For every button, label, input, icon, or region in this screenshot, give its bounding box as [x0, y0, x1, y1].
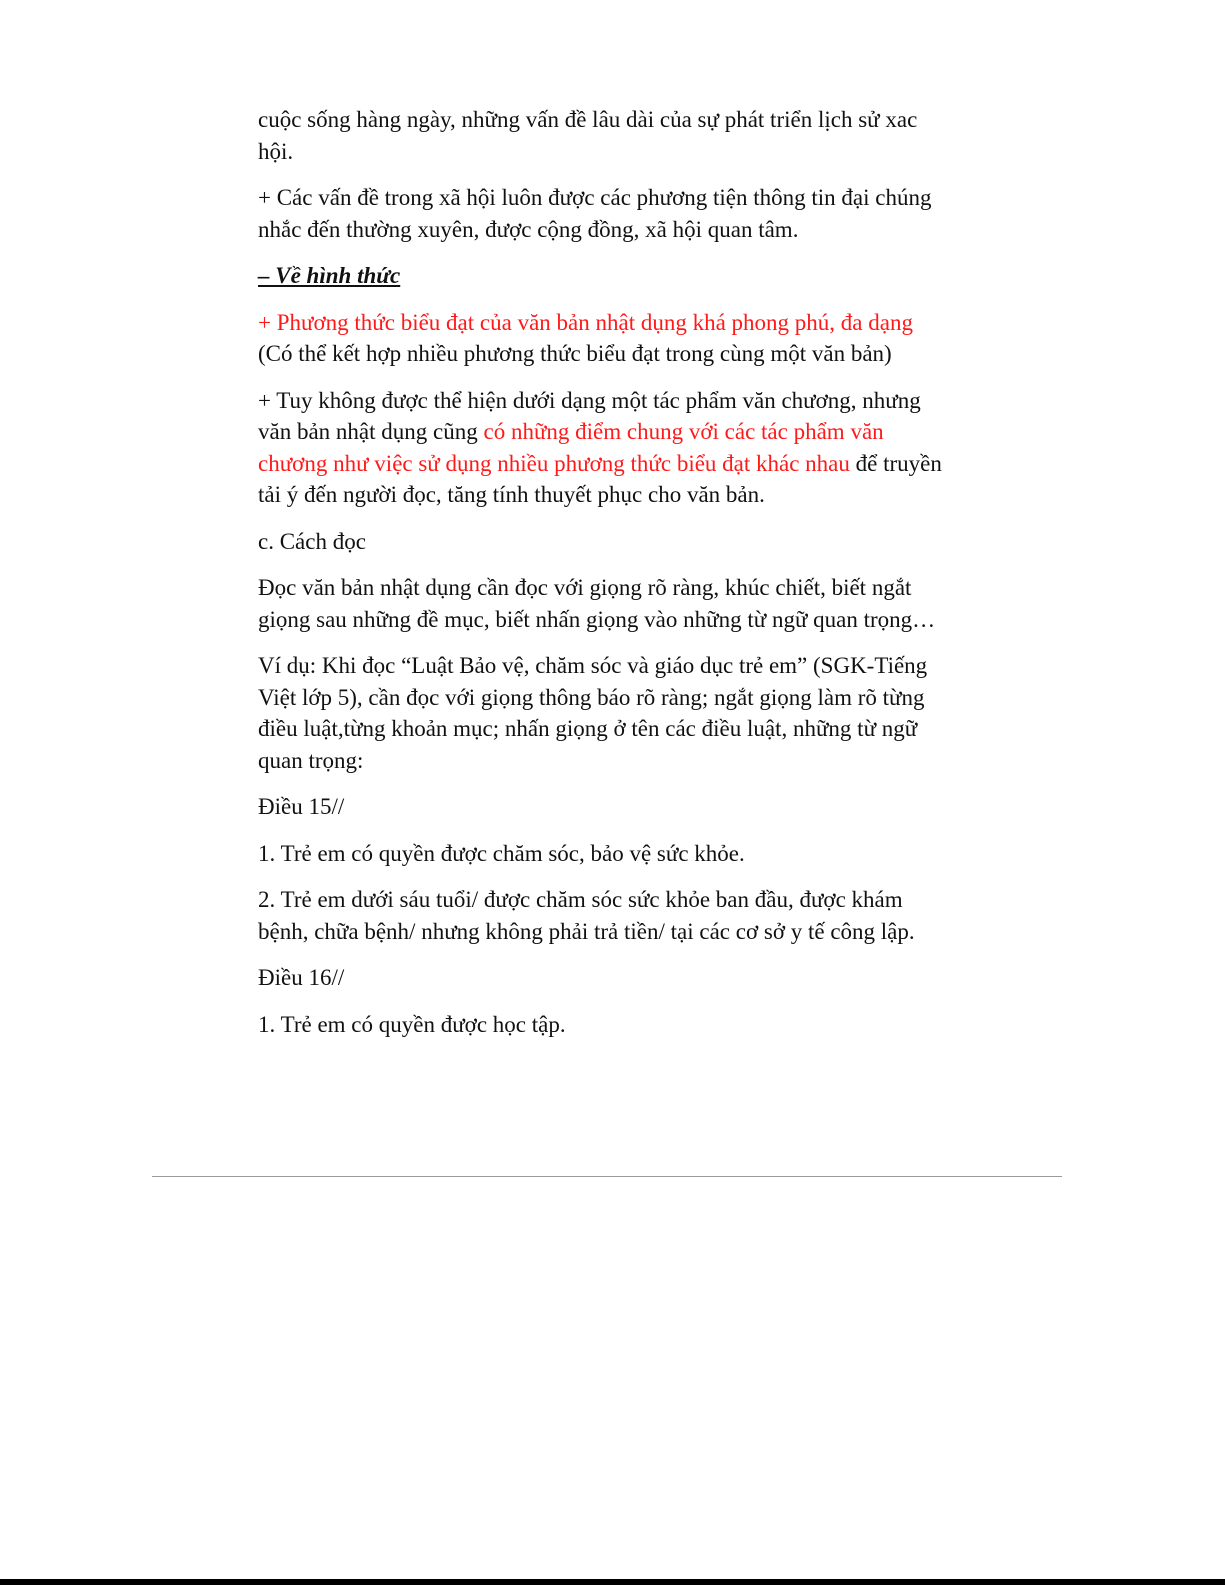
highlight-expression-methods: + Phương thức biểu đạt của văn bản nhật dụng khá phong phú, đa dạng	[258, 309, 913, 335]
heading-form-text: – Về hình thức	[258, 263, 401, 288]
article-15-item-1: 1. Trẻ em có quyền được chăm sóc, bảo vệ sức khỏe.	[258, 840, 745, 866]
paragraph-intro-continuation: cuộc sống hàng ngày, những vấn đề lâu dài của sự phát triển lịch sử xac hội.	[258, 107, 918, 164]
article-15-heading: Điều 15//	[258, 794, 345, 819]
paragraph-reading-method: Đọc văn bản nhật dụng cần đọc với giọng rõ ràng, khúc chiết, biết ngắt giọng sau những đề mục, biết nhấn giọng vào những từ ngữ quan trọng…	[258, 575, 936, 632]
article-16-item-1: 1. Trẻ em có quyền được học tập.	[258, 1011, 566, 1037]
paragraph-expression-methods	[258, 307, 958, 370]
article-15-item-2: 2. Trẻ em dưới sáu tuổi/ được chăm sóc sức khỏe ban đầu, được khám bệnh, chữa bệnh/ nhưng không phải trả tiền/ tại các cơ sở y tế công lập.	[258, 887, 915, 944]
page-bottom-edge	[0, 1579, 1225, 1585]
document-body	[258, 104, 958, 1055]
page-divider	[152, 1176, 1062, 1177]
paragraph-example: Ví dụ: Khi đọc “Luật Bảo vệ, chăm sóc và giáo dục trẻ em” (SGK-Tiếng Việt lớp 5), cần đọc với giọng thông báo rõ ràng; ngắt giọng làm rõ từng điều luật,từng khoản mục; nhấn giọng ở tên các điều luật, những từ ngữ quan trọng:	[258, 653, 928, 773]
paragraph-social-issues: + Các vấn đề trong xã hội luôn được các phương tiện thông tin đại chúng nhắc đến thường xuyên, được cộng đồng, xã hội quan tâm.	[258, 185, 932, 242]
heading-reading: c. Cách đọc	[258, 528, 366, 554]
article-16-heading: Điều 16//	[258, 965, 345, 990]
paragraph-literary-features	[258, 385, 958, 511]
heading-form	[258, 260, 958, 292]
literary-features-end: để truyền tải ý đến người đọc, tăng tính thuyết phục cho văn bản.	[258, 450, 942, 507]
note-combined-methods: (Có thể kết hợp nhiều phương thức biểu đạt trong cùng một văn bản)	[258, 341, 892, 366]
literary-features-start: + Tuy không được thể hiện dưới dạng một tác phẩm văn chương, nhưng văn bản nhật dụng cũng	[258, 387, 921, 444]
highlight-literary-features: có những điểm chung với các tác phẩm văn chương như việc sử dụng nhiều phương thức biểu đạt khác nhau	[258, 419, 884, 476]
